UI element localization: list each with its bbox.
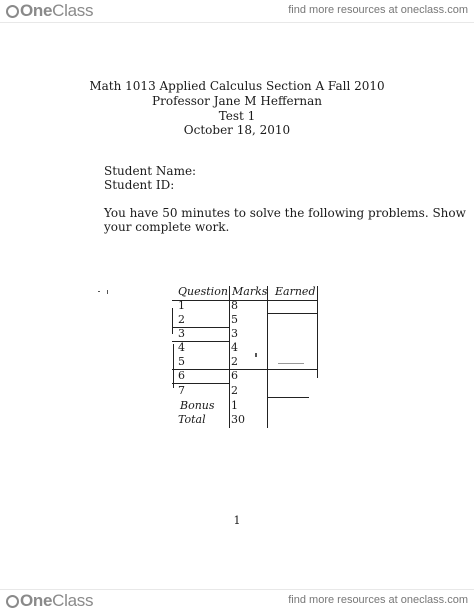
professor-name: Professor Jane M Heffernan	[152, 94, 322, 108]
row-question: 1	[178, 299, 185, 312]
header-marks: Marks	[232, 285, 268, 298]
row-question: 7	[178, 384, 185, 397]
row-question: 4	[178, 341, 185, 354]
table-row-rule	[267, 397, 309, 398]
header-earned: Earned	[275, 285, 316, 298]
table-header-rule	[172, 300, 318, 301]
brand-part2: Class	[52, 1, 94, 20]
stray-mark	[98, 291, 100, 292]
row-marks-total: 30	[231, 413, 245, 426]
instructions-line2: your complete work.	[104, 220, 230, 234]
top-watermark-bar	[0, 0, 474, 22]
student-name-label: Student Name:	[104, 164, 197, 178]
row-marks: 6	[231, 369, 238, 382]
stray-mark	[255, 353, 257, 357]
row-question-bonus: Bonus	[180, 399, 215, 412]
row-question: 3	[178, 327, 185, 340]
row-question: 5	[178, 355, 185, 368]
oneclass-logo[interactable]	[6, 1, 93, 21]
header-question: Question	[178, 285, 228, 298]
row-marks: 2	[231, 384, 238, 397]
marks-table	[172, 286, 318, 428]
table-row-rule	[267, 313, 317, 314]
table-col-divider	[267, 286, 268, 428]
test-date: October 18, 2010	[183, 123, 291, 137]
row-marks: 5	[231, 313, 238, 326]
row-question-total: Total	[178, 413, 206, 426]
table-left-border	[172, 308, 173, 334]
brand-part1: One	[20, 1, 53, 20]
instructions-line1: You have 50 minutes to solve the following problems. Show	[104, 206, 466, 220]
faint-rule	[278, 363, 304, 364]
brand-part1: One	[20, 591, 53, 610]
row-marks: 1	[231, 399, 238, 412]
row-marks: 3	[231, 327, 238, 340]
course-title: Math 1013 Applied Calculus Section A Fall 2010	[89, 79, 385, 93]
brand-part2: Class	[52, 591, 94, 610]
oneclass-logo-icon	[6, 595, 19, 608]
row-question: 6	[178, 369, 185, 382]
row-question: 2	[178, 313, 185, 326]
top-divider	[0, 22, 474, 23]
table-row-rule	[172, 369, 318, 370]
row-marks: 2	[231, 355, 238, 368]
resources-link-bottom[interactable]: find more resources at oneclass.com	[288, 594, 468, 606]
row-marks: 8	[231, 299, 238, 312]
bottom-watermark-bar	[0, 590, 474, 612]
test-title: Test 1	[218, 109, 256, 123]
table-left-border	[173, 344, 174, 388]
resources-link[interactable]: find more resources at oneclass.com	[288, 4, 468, 16]
oneclass-logo-bottom[interactable]	[6, 591, 93, 611]
page-number: 1	[233, 514, 241, 527]
student-id-label: Student ID:	[104, 178, 175, 192]
stray-mark	[107, 290, 108, 294]
table-col-divider	[229, 286, 230, 428]
row-marks: 4	[231, 341, 238, 354]
oneclass-logo-icon	[6, 5, 19, 18]
